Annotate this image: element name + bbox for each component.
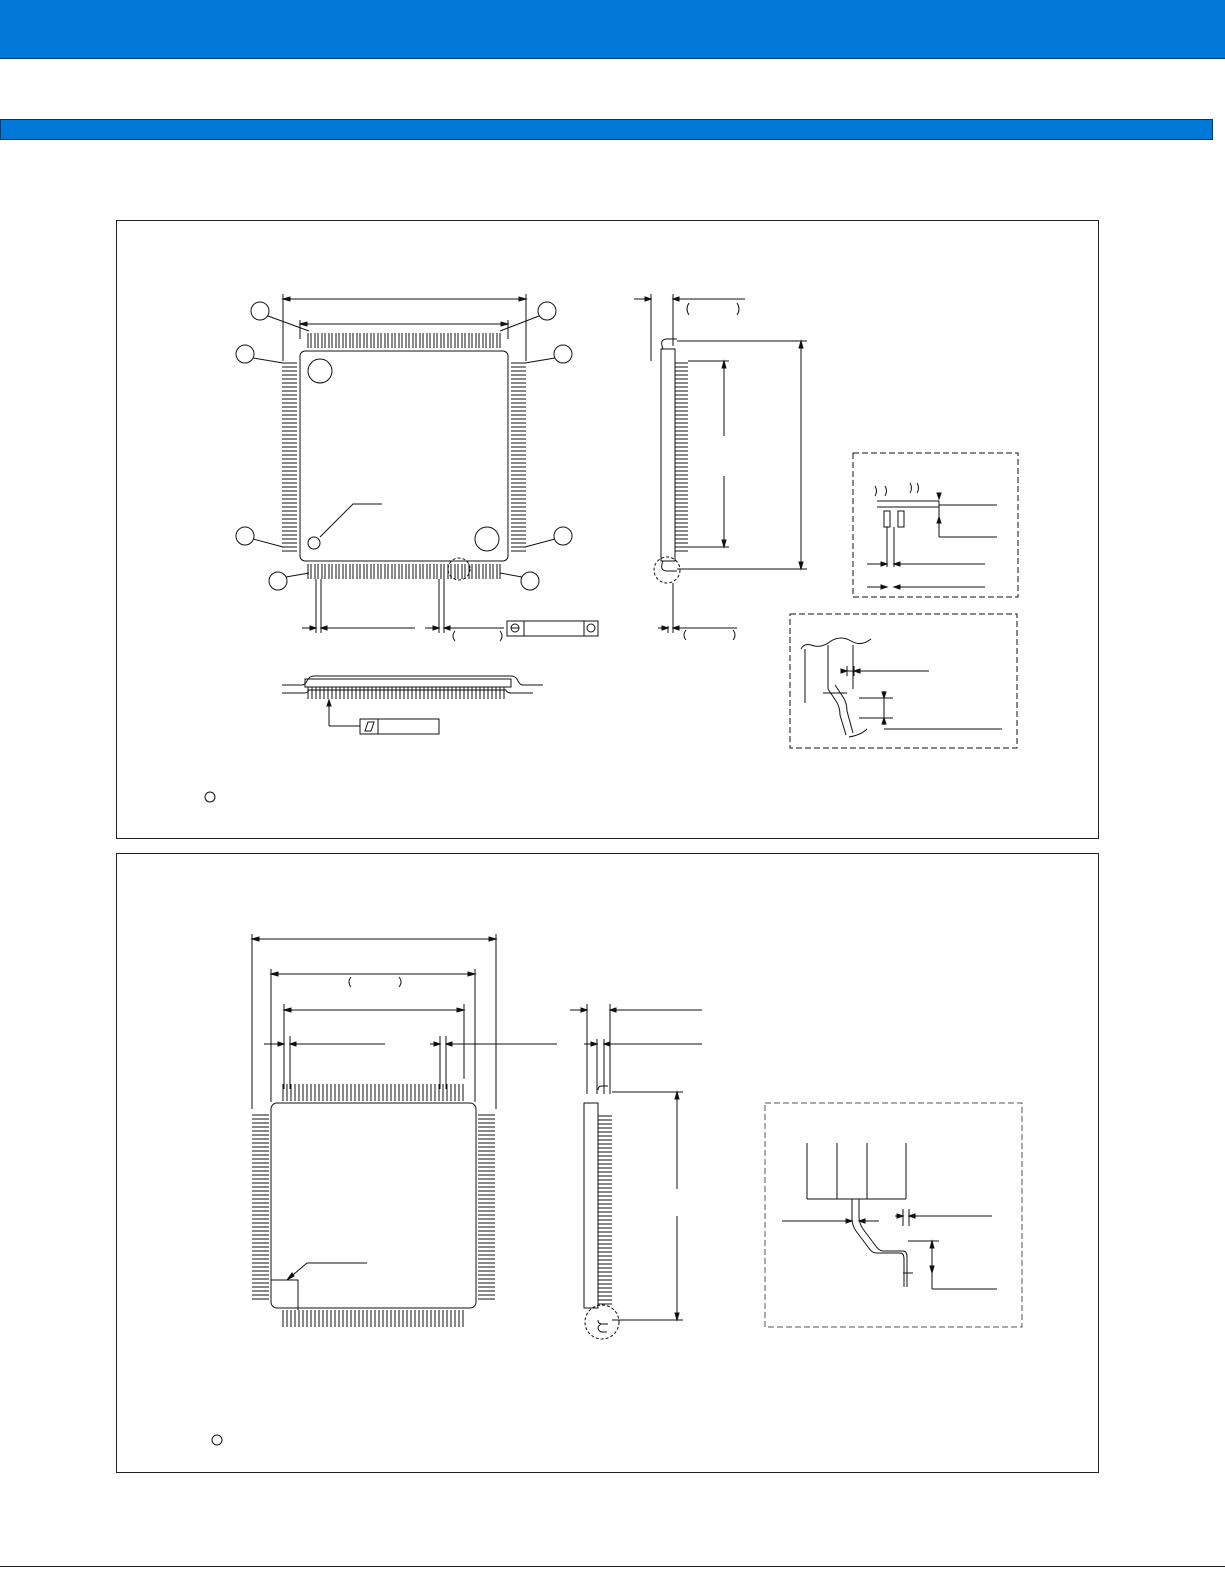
detail-a-1 xyxy=(853,453,1018,597)
package-drawing-2 xyxy=(117,854,1100,1474)
package-drawing-panel-1 xyxy=(116,220,1099,839)
detail-b-1 xyxy=(790,614,1017,748)
front-view-1 xyxy=(282,676,543,734)
package-drawing-panel-2 xyxy=(116,853,1099,1473)
section-title-bar xyxy=(0,119,1213,140)
note-marker-1 xyxy=(205,792,215,802)
detail-a-2 xyxy=(765,1103,1022,1327)
header-band xyxy=(0,0,1225,59)
top-view-1 xyxy=(236,294,598,641)
top-view-2 xyxy=(252,934,557,1327)
note-marker-2 xyxy=(212,1435,222,1445)
footer-rule xyxy=(0,1566,1225,1567)
side-view-1 xyxy=(634,294,807,640)
side-view-2 xyxy=(570,1004,702,1339)
package-drawing-1 xyxy=(117,221,1100,840)
